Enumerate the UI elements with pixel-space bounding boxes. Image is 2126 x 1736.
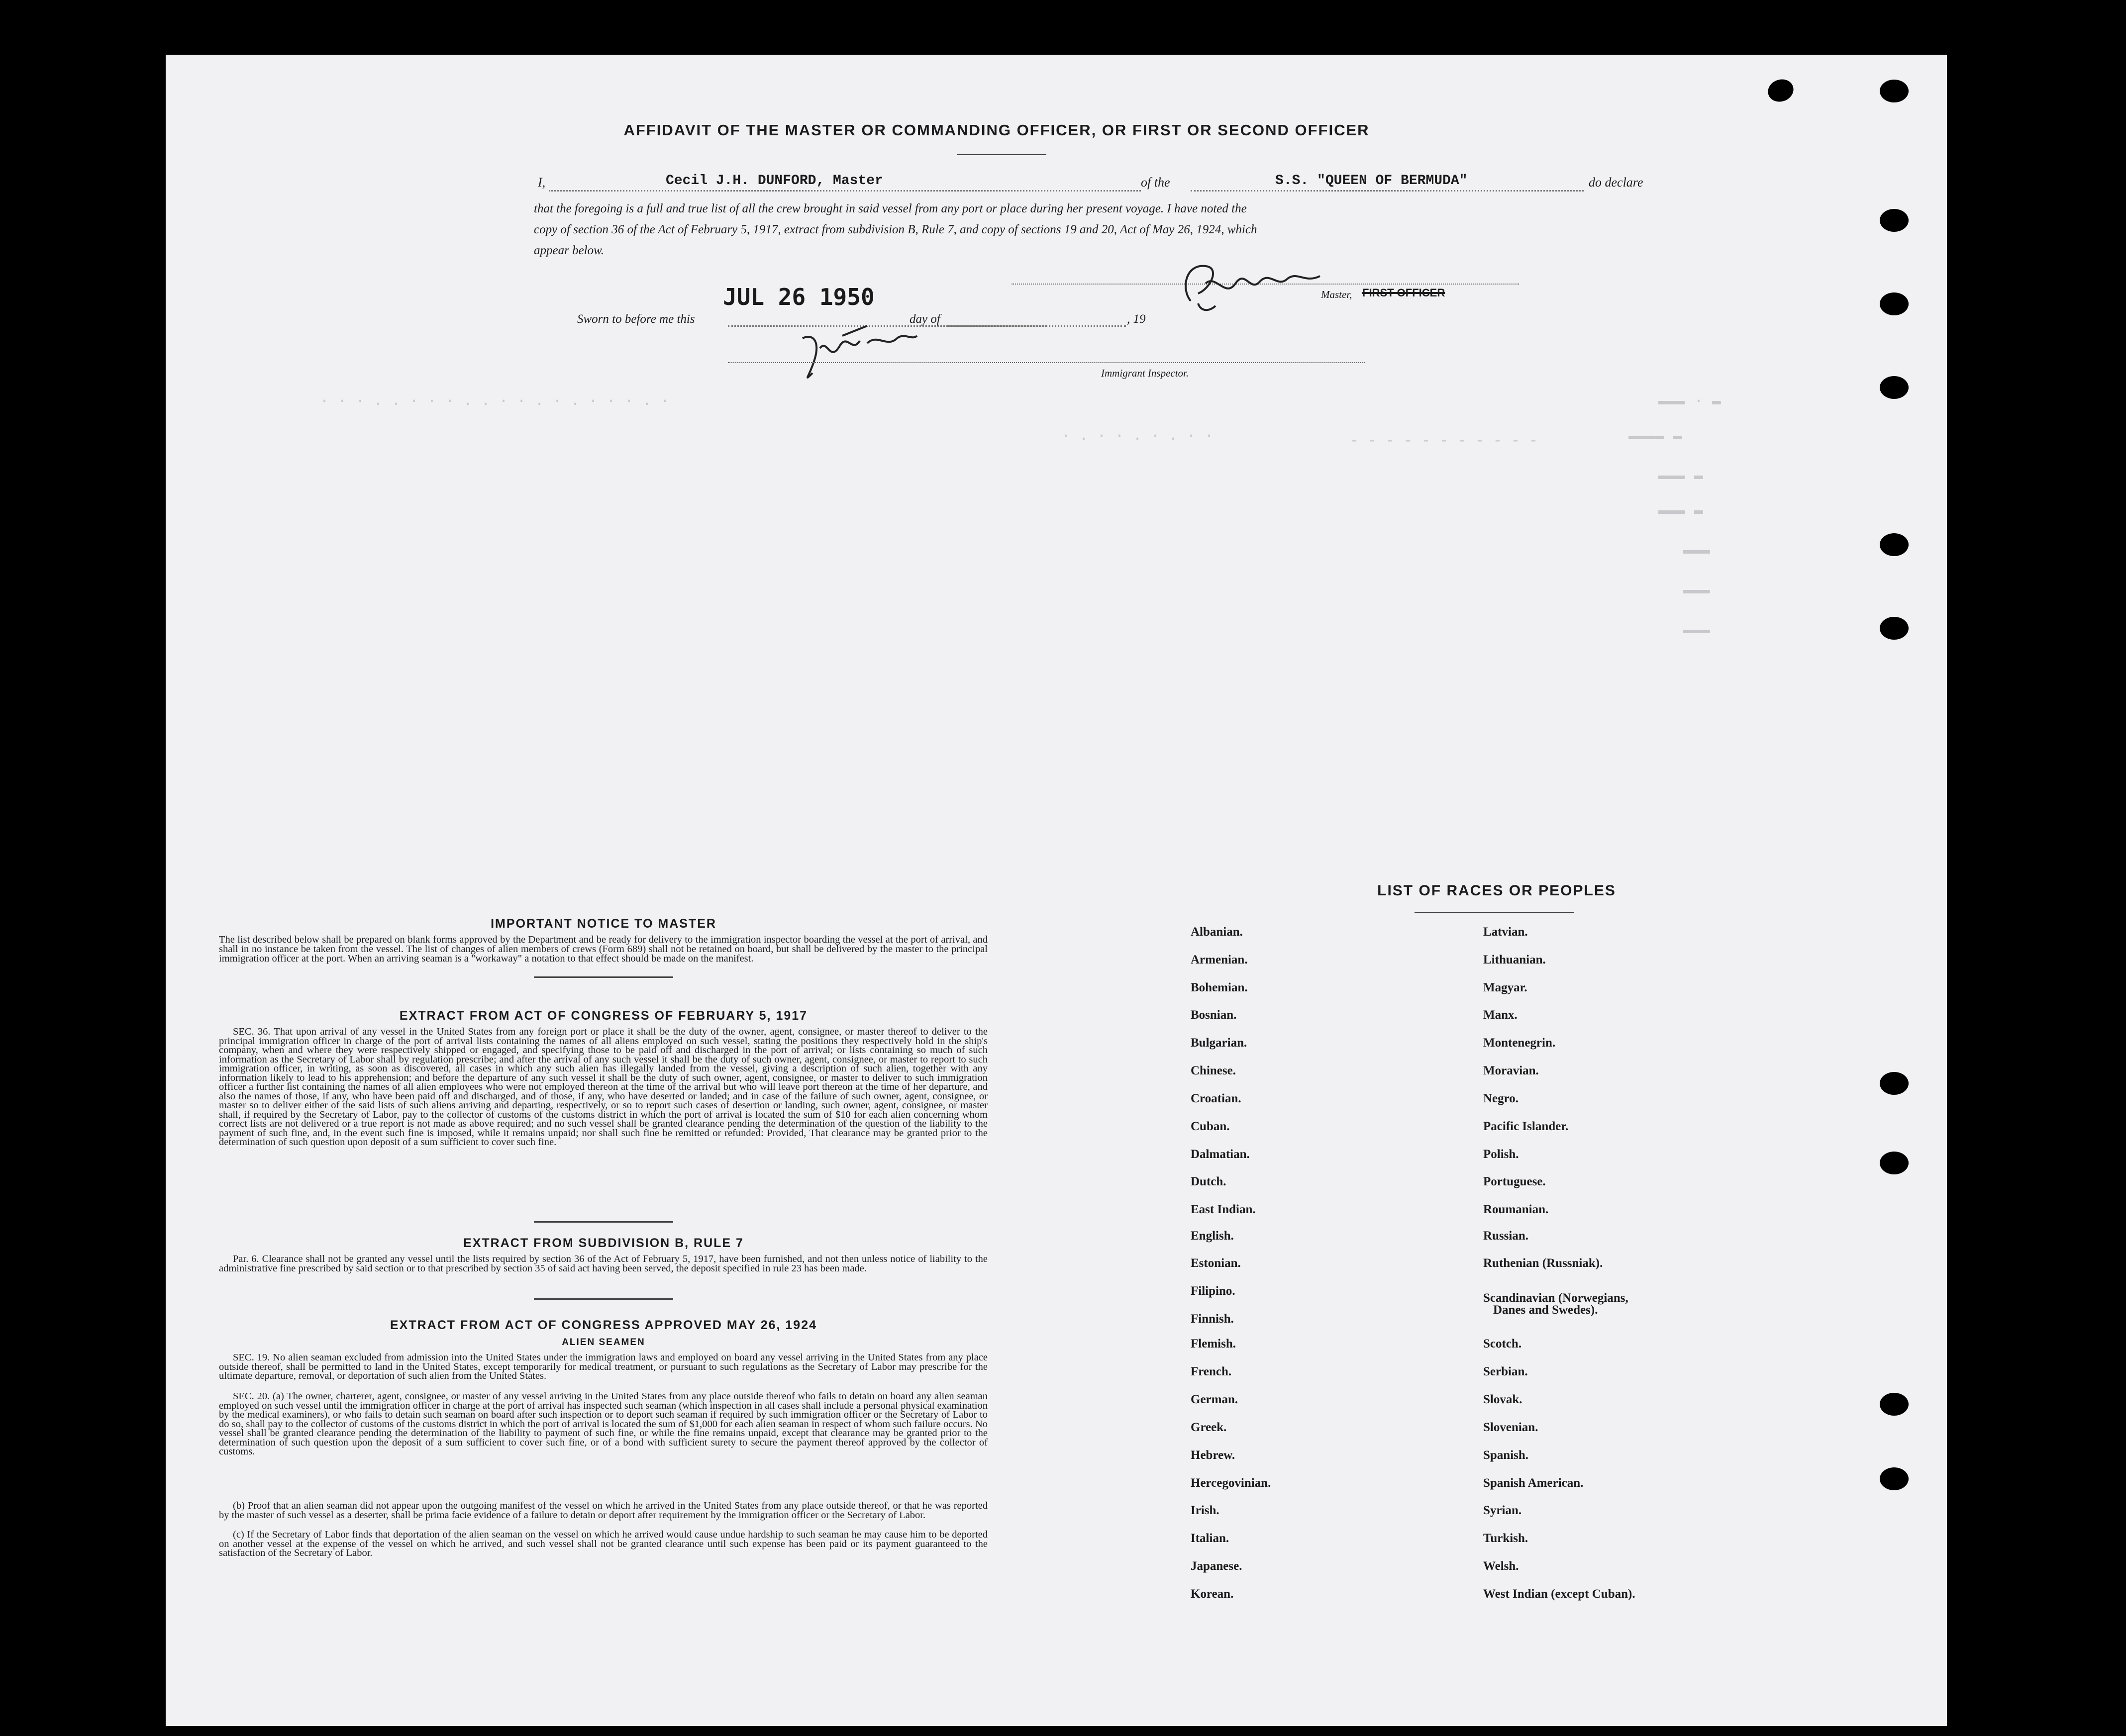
affidavit-body-line-1: that the foregoing is a full and true list of all the crew brought in said vessel from any port or place during her present voyage. I have noted the [534, 202, 1247, 215]
vessel-line [1191, 190, 1584, 192]
race-right-8: Polish. [1483, 1148, 1519, 1161]
race-right-13: Scandinavian (Norwegians, [1483, 1291, 1628, 1305]
race-left-17: German. [1191, 1393, 1238, 1406]
affidavit-title: AFFIDAVIT OF THE MASTER OR COMMANDING OFFICER, OR FIRST OR SECOND OFFICER [623, 121, 1370, 139]
race-left-7: Cuban. [1191, 1120, 1230, 1133]
declarant-name: Cecil J.H. DUNFORD, Master [666, 173, 883, 189]
name-line [549, 190, 1141, 192]
race-left-22: Italian. [1191, 1532, 1229, 1545]
punch-hole [1880, 1152, 1909, 1174]
title-underline [957, 154, 1046, 155]
year-prefix: , 19 [1127, 312, 1146, 326]
race-left-1: Armenian. [1191, 953, 1248, 966]
inspector-label: Immigrant Inspector. [1101, 367, 1189, 379]
notice-title: IMPORTANT NOTICE TO MASTER [491, 917, 716, 931]
bleed-through-marks: · . · · . · . · · [1061, 428, 1214, 445]
race-left-2: Bohemian. [1191, 981, 1248, 994]
extract-1917-title: EXTRACT FROM ACT OF CONGRESS OF FEBRUARY 5, 1917 [399, 1009, 808, 1023]
race-left-13: Filipino. [1191, 1284, 1235, 1298]
race-right-7: Pacific Islander. [1483, 1120, 1569, 1133]
race-right-23: Welsh. [1483, 1559, 1519, 1573]
race-right-2: Magyar. [1483, 981, 1527, 994]
notice-text: The list described below shall be prepared on blank forms approved by the Department and be ready for delivery to the immigration inspector boarding the vessel at the port of arrival, and shall in no instance be taken from the vessel. The list of changes of alien members of crews (Form 689) shall not be retained on board, but shall be delivered by the master to the principal immigration officer at the port. When an arriving seaman is a "workaway" a notation to that effect should be made on the manifest. [219, 934, 988, 964]
races-title-underline [1415, 912, 1574, 913]
extract-1924-sec20b: (b) Proof that an alien seaman did not appear upon the outgoing manifest of the vessel on which he arrived in the United States from any place outside thereof, or that he was reported by the master of such vessel as a deserter, shall be prima facie evidence of a failure to detain or deport after requirement by the immigration officer or the Secretary of Labor. [219, 1500, 988, 1521]
race-left-10: East Indian. [1191, 1203, 1256, 1216]
extract-1917-divider [534, 1221, 673, 1223]
race-left-8: Dalmatian. [1191, 1148, 1250, 1161]
inspector-signature [793, 318, 922, 393]
race-left-24: Korean. [1191, 1587, 1234, 1601]
day-of-label: day of [910, 312, 940, 326]
bleed-through-marks: ▬▬▬ ▬ [1658, 502, 1704, 519]
race-right-24: West Indian (except Cuban). [1483, 1587, 1635, 1601]
race-left-3: Bosnian. [1191, 1008, 1237, 1022]
pronoun-i: I, [538, 175, 546, 190]
race-right-16: Serbian. [1483, 1365, 1528, 1378]
race-right-11: Russian. [1483, 1229, 1529, 1243]
struck-first-officer: FIRST OFFICER [1362, 287, 1445, 299]
race-right-10: Roumanian. [1483, 1203, 1549, 1216]
race-right-3: Manx. [1483, 1008, 1518, 1022]
race-right-17: Slovak. [1483, 1393, 1522, 1406]
bleed-through-marks: ▬▬▬ · ▬ [1658, 393, 1721, 410]
punch-hole [1880, 1072, 1909, 1095]
race-right-9: Portuguese. [1483, 1175, 1546, 1188]
races-title: LIST OF RACES OR PEOPLES [1377, 882, 1616, 899]
sworn-month-line [947, 325, 1126, 327]
bleed-through-marks: - - - - - - - - - - - [1350, 433, 1538, 450]
race-right-21: Syrian. [1483, 1504, 1522, 1517]
race-left-6: Croatian. [1191, 1092, 1241, 1105]
bleed-through-marks: ▬▬▬ [1683, 582, 1711, 599]
extract-1924-title: EXTRACT FROM ACT OF CONGRESS APPROVED MAY 26, 1924 [390, 1318, 817, 1332]
race-right-18: Slovenian. [1483, 1421, 1538, 1434]
race-left-23: Japanese. [1191, 1559, 1242, 1573]
affidavit-body-line-3: appear below. [534, 244, 605, 257]
race-left-5: Chinese. [1191, 1064, 1236, 1077]
race-left-15: Flemish. [1191, 1337, 1236, 1350]
master-label: Master, [1321, 289, 1352, 300]
race-right-15: Scotch. [1483, 1337, 1522, 1350]
race-left-9: Dutch. [1191, 1175, 1226, 1188]
race-left-14: Finnish. [1191, 1312, 1234, 1326]
race-left-11: English. [1191, 1229, 1234, 1243]
race-right-20: Spanish American. [1483, 1476, 1584, 1490]
extract-1917-text: SEC. 36. That upon arrival of any vessel in the United States from any foreign port or place it shall be the duty of the owner, agent, consignee, or master thereof to deliver to the principal immigration officer in charge of the port of arrival lists containing the names of all aliens employed on such vessel, stating the positions they respectively hold in the ship's company, when and where they were respectively shipped or engaged, and specifying those to be paid off and discharged in the port of arrival; or lists containing so much of such information as the Secretary of Labor shall by regulation prescribe; and after the arrival of any such vessel it shall be the duty of such owner, agent, consignee, or master to report to such immigration officer, in writing, as soon as discovered, all cases in which any such alien has illegally landed from the vessel, giving a description of such alien, together with any information likely to lead to his apprehension; and before the departure of any such vessel it shall be the duty of such owner, agent, consignee, or master to deliver to such immigration officer a further list containing the names of all alien employees who were not employed thereon at the time of the arrival but who will leave port thereon at the time of her departure, and also the names of those, if any, who have been paid off and discharged, and of those, if any, who have deserted or landed; and in case of the failure of such owner, agent, consignee, or master so to deliver either of the said lists of such aliens arriving and departing, respectively, or so to report such cases of desertion or landing, such owner, agent, consignee, or master shall, if required by the Secretary of Labor, pay to the collector of customs of the customs district in which the port of arrival is located the sum of $10 for each alien concerning whom correct lists are not delivered or a true report is not made as above required; and no such vessel shall be granted clearance pending the determination of the question of the liability to the payment of such fine, and, in the event such fine is imposed, while it remains unpaid; nor shall such fine be remitted or refunded: Provided, That clearance may be granted prior to the determination of such question upon deposit of a sum sufficient to cover such fine. [219, 1026, 988, 1148]
race-right-0: Latvian. [1483, 925, 1528, 939]
race-left-0: Albanian. [1191, 925, 1243, 939]
punch-hole [1880, 376, 1909, 399]
date-stamp: JUL 26 1950 [723, 284, 875, 310]
punch-hole [1765, 76, 1797, 105]
bleed-through-marks: · · · . . · · · . . · · . · . · · · . · [320, 393, 670, 410]
race-right-12: Ruthenian (Russniak). [1483, 1256, 1603, 1270]
vessel-name: S.S. "QUEEN OF BERMUDA" [1275, 173, 1468, 189]
extract-1924-sec20a: SEC. 20. (a) The owner, charterer, agent, consignee, or master of any vessel arriving in the United States from any place outside thereof who fails to detain on board any alien seaman employed on such vessel until the immigration officer in charge at the port of arrival has inspected such seaman (which inspection in all cases shall include a personal physical examination by the medical examiners), or who fails to detain such seaman on board after such inspection or to deport such seaman if required by such immigration officer or the Secretary of Labor to do so, shall pay to the collector of customs of the customs district in which the port of arrival is located the sum of $1,000 for each alien seaman in respect of whom such failure occurs. No vessel shall be granted clearance pending the determination of the liability to payment of such fine, or while the fine remains unpaid, except that clearance may be granted prior to the determination of such question upon the deposit of a sum sufficient to cover such fine, or of a bond with sufficient surety to secure the payment thereof approved by the collector of customs. [219, 1391, 988, 1457]
race-right-22: Turkish. [1483, 1532, 1528, 1545]
extract-rule7-title: EXTRACT FROM SUBDIVISION B, RULE 7 [463, 1236, 744, 1250]
punch-hole [1880, 533, 1909, 556]
race-left-18: Greek. [1191, 1421, 1227, 1434]
extract-rule7-divider [534, 1298, 673, 1300]
do-declare-label: do declare [1589, 175, 1643, 190]
extract-1924-sec20c: (c) If the Secretary of Labor finds that deportation of the alien seaman on the vessel on which he arrived would cause undue hardship to such seaman he may cause him to be deported on another vessel at the expense of the vessel on which he arrived, and such vessel shall not be granted clearance until such expense has been paid or its payment guaranteed to the satisfaction of the Secretary of Labor. [219, 1529, 988, 1558]
race-right-19: Spanish. [1483, 1448, 1529, 1462]
race-right-1: Lithuanian. [1483, 953, 1546, 966]
race-right-5: Moravian. [1483, 1064, 1539, 1077]
race-left-19: Hebrew. [1191, 1448, 1235, 1462]
race-left-16: French. [1191, 1365, 1232, 1378]
sworn-label: Sworn to before me this [577, 312, 695, 326]
race-right-6: Negro. [1483, 1092, 1519, 1105]
race-left-12: Estonian. [1191, 1256, 1241, 1270]
punch-hole [1880, 80, 1909, 102]
race-right-4: Montenegrin. [1483, 1036, 1556, 1050]
master-signature [1171, 254, 1330, 318]
bleed-through-marks: ▬▬▬ ▬ [1658, 468, 1704, 484]
bleed-through-marks: ▬▬▬ [1683, 542, 1711, 559]
of-the-label: of the [1141, 175, 1170, 190]
bleed-through-marks: ▬▬▬▬ ▬ [1628, 428, 1683, 445]
race-left-4: Bulgarian. [1191, 1036, 1247, 1050]
document-page [166, 55, 1947, 1726]
affidavit-body-line-2: copy of section 36 of the Act of February 5, 1917, extract from subdivision B, Rule 7, and copy of sections 19 and 20, Act of May 26, 1924, which [534, 223, 1257, 236]
extract-rule7-text: Par. 6. Clearance shall not be granted any vessel until the lists required by section 36 of the Act of February 5, 1917, have been furnished, and not then unless notice of liability to the administrative fine prescribed by said section or to that prescribed by section 35 of said act having been served, the deposit specified in rule 23 has been made. [219, 1254, 988, 1274]
race-left-20: Hercegovinian. [1191, 1476, 1271, 1490]
punch-hole [1880, 617, 1909, 640]
notice-divider [534, 976, 673, 978]
extract-1924-sec19: SEC. 19. No alien seaman excluded from admission into the United States under the immigration laws and employed on board any vessel arriving in the United States from any place outside thereof, shall be permitted to land in the United States, except temporarily for medical treatment, or pursuant to such regulations as the Secretary of Labor may prescribe for the ultimate departure, removal, or deportation of such alien from the United States. [219, 1352, 988, 1381]
punch-hole [1880, 1467, 1909, 1490]
inspector-line [728, 362, 1365, 363]
race-right-14: Danes and Swedes). [1493, 1303, 1598, 1317]
punch-hole [1880, 209, 1909, 232]
punch-hole [1880, 292, 1909, 315]
race-left-21: Irish. [1191, 1504, 1219, 1517]
extract-1924-subtitle: ALIEN SEAMEN [562, 1337, 645, 1348]
bleed-through-marks: ▬▬▬ [1683, 622, 1711, 639]
punch-hole [1880, 1393, 1909, 1416]
